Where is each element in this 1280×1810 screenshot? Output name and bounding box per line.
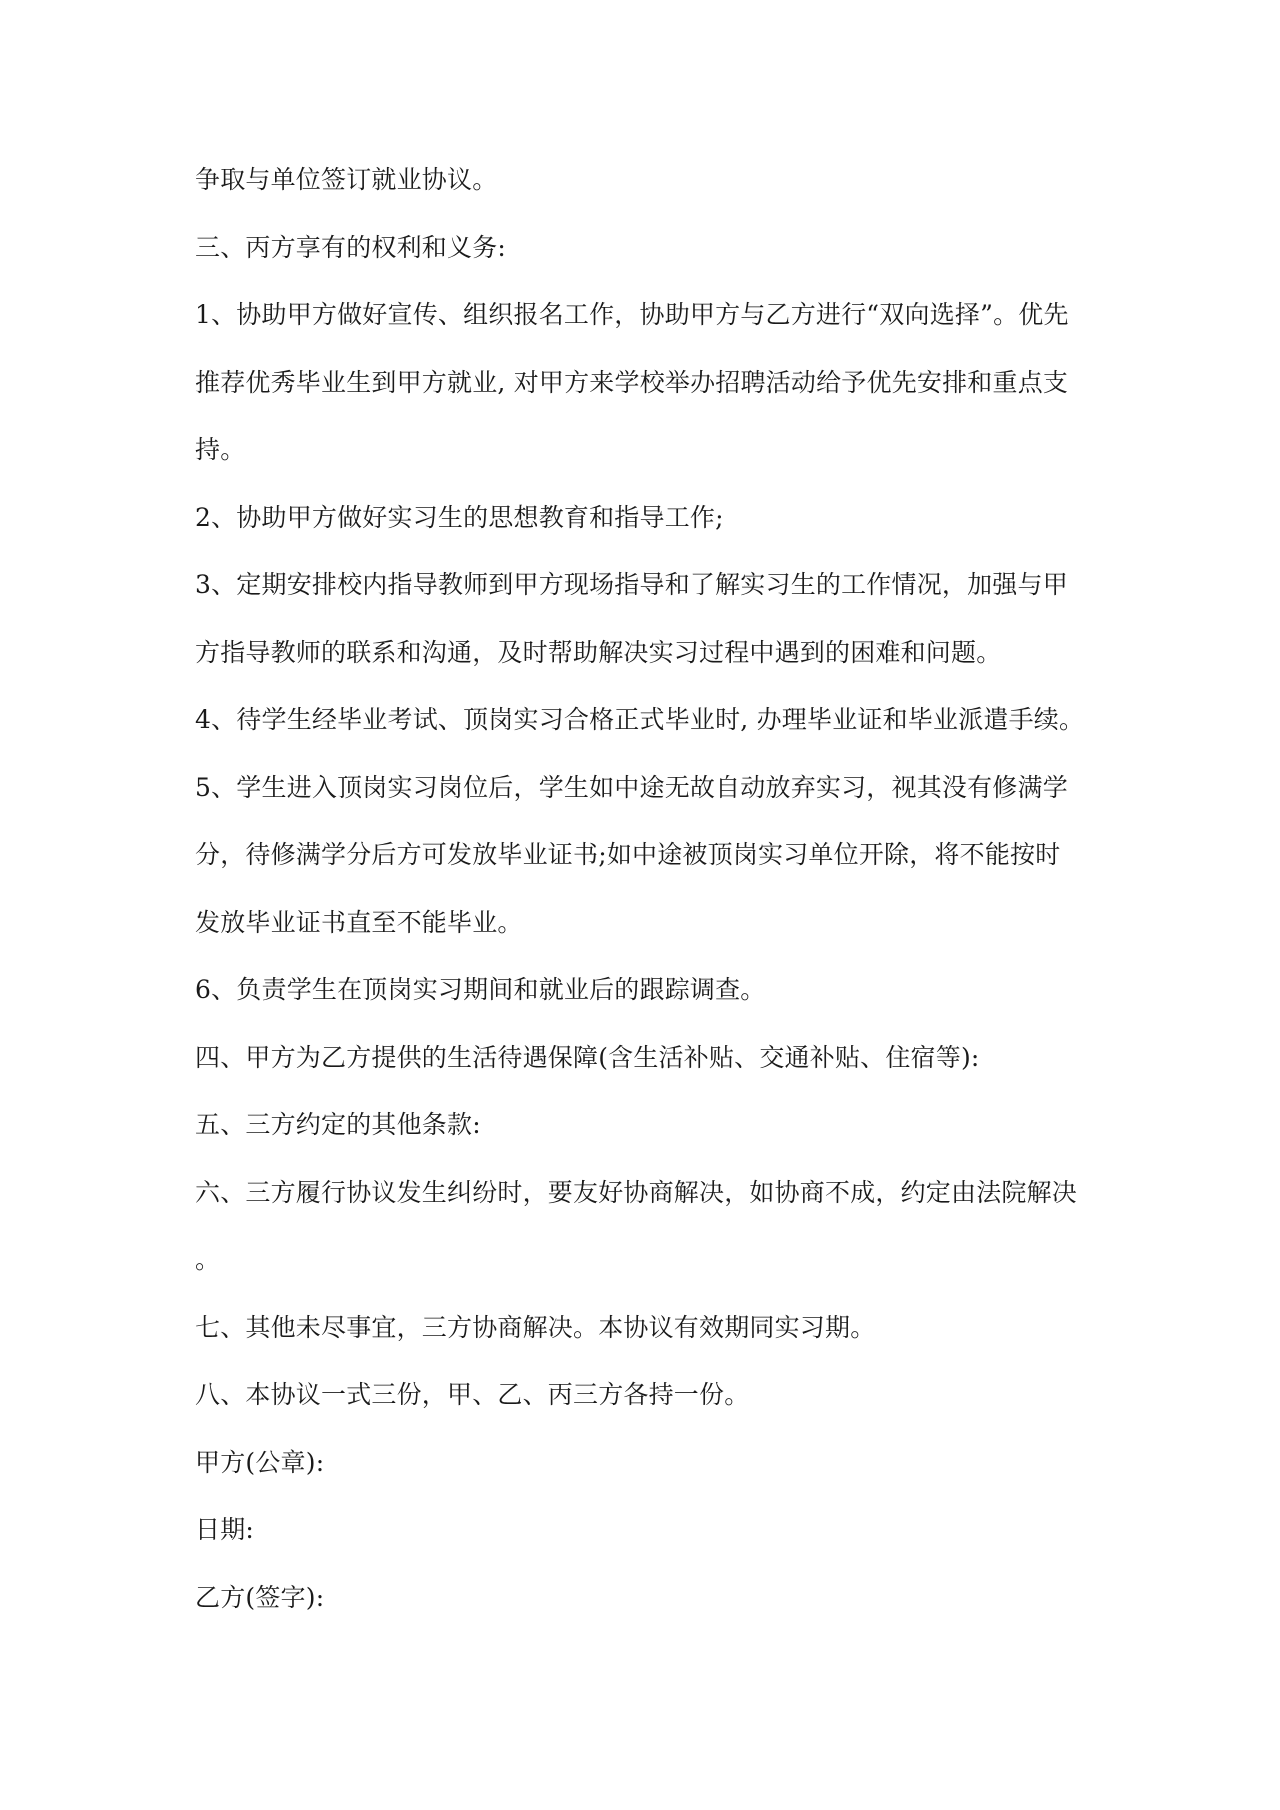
party-b-signature-label: 乙方(签字):	[195, 1582, 325, 1612]
clause-2: 2、协助甲方做好实习生的思想教育和指导工作;	[195, 502, 724, 532]
section-8: 八、本协议一式三份，甲、乙、丙三方各持一份。	[195, 1380, 750, 1409]
clause-5-line-1: 5、学生进入顶岗实习岗位后，学生如中途无故自动放弃实习，视其没有修满学	[195, 772, 1068, 802]
clause-6: 6、负责学生在顶岗实习期间和就业后的跟踪调查。	[195, 975, 766, 1004]
clause-3-line-1: 3、定期安排校内指导教师到甲方现场指导和了解实习生的工作情况，加强与甲	[195, 570, 1068, 599]
clause-1-line-1: 1、协助甲方做好宣传、组织报名工作，协助甲方与乙方进行“双向选择”。优先	[195, 300, 1069, 329]
section-6-line-2: 。	[195, 1245, 221, 1274]
text-line-continuation: 争取与单位签订就业协议。	[195, 165, 498, 194]
section-heading-living-benefits: 四、甲方为乙方提供的生活待遇保障(含生活补贴、交通补贴、住宿等):	[195, 1042, 980, 1072]
clause-5-line-2: 分，待修满学分后方可发放毕业证书;如中途被顶岗实习单位开除，将不能按时	[195, 840, 1061, 869]
clause-1-line-2: 推荐优秀毕业生到甲方就业, 对甲方来学校举办招聘活动给予优先安排和重点支	[195, 367, 1069, 397]
section-heading-other-terms: 五、三方约定的其他条款:	[195, 1110, 481, 1139]
section-heading-party-c-rights: 三、丙方享有的权利和义务:	[195, 232, 507, 262]
clause-1-line-3: 持。	[195, 435, 246, 464]
section-7: 七、其他未尽事宜，三方协商解决。本协议有效期同实习期。	[195, 1312, 876, 1342]
party-a-seal-label: 甲方(公章):	[195, 1447, 325, 1477]
section-6-line-1: 六、三方履行协议发生纠纷时，要友好协商解决，如协商不成，约定由法院解决	[195, 1177, 1078, 1207]
clause-3-line-2: 方指导教师的联系和沟通，及时帮助解决实习过程中遇到的困难和问题。	[195, 637, 1002, 667]
clause-4: 4、待学生经毕业考试、顶岗实习合格正式毕业时, 办理毕业证和毕业派遣手续。	[195, 705, 1085, 734]
document-body	[195, 163, 1095, 1648]
clause-5-line-3: 发放毕业证书直至不能毕业。	[195, 907, 523, 937]
date-label: 日期:	[195, 1515, 255, 1544]
